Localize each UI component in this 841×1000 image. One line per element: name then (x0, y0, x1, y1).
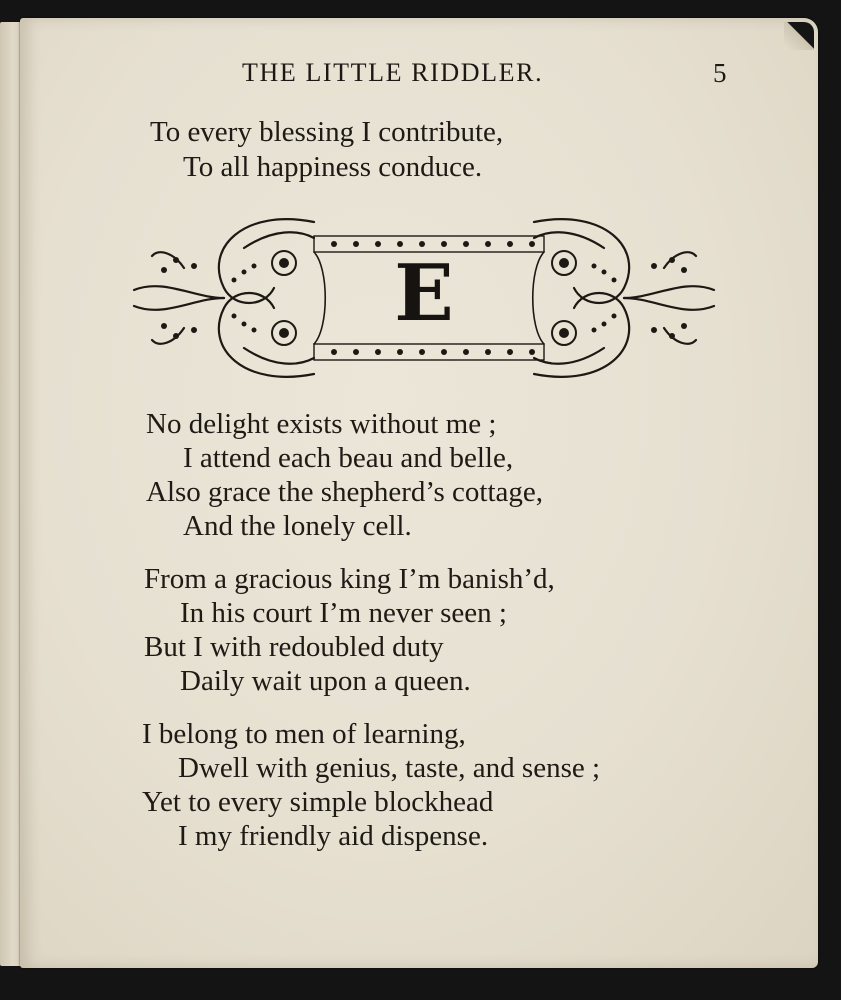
verse-line: Also grace the shepherd’s cottage, (146, 476, 543, 508)
running-title: THE LITTLE RIDDLER. (242, 58, 544, 87)
decorative-initial-ornament (124, 208, 724, 388)
verse-line: I belong to men of learning, (142, 718, 466, 750)
verse-line: In his court I’m never seen ; (180, 597, 507, 629)
ornament-initial-letter: E (394, 248, 454, 339)
verse-line: To all happiness conduce. (183, 151, 483, 183)
verse-line: Dwell with genius, taste, and sense ; (178, 752, 601, 784)
verse-line: But I with redoubled duty (144, 631, 444, 663)
page-number: 5 (713, 58, 727, 88)
verse-line: Daily wait upon a queen. (180, 665, 471, 697)
verse-line: And the lonely cell. (183, 510, 412, 542)
page-header (20, 58, 818, 98)
book-page (20, 18, 818, 968)
dog-eared-corner (784, 22, 814, 50)
verse-line: To every blessing I contribute, (150, 116, 504, 148)
verse-line: I my friendly aid dispense. (178, 820, 489, 852)
verse-line: Yet to every simple blockhead (142, 786, 494, 818)
verse-line: I attend each beau and belle, (183, 442, 514, 474)
verse-line: No delight exists without me ; (146, 408, 497, 440)
verse-line: From a gracious king I’m banish’d, (144, 563, 555, 595)
